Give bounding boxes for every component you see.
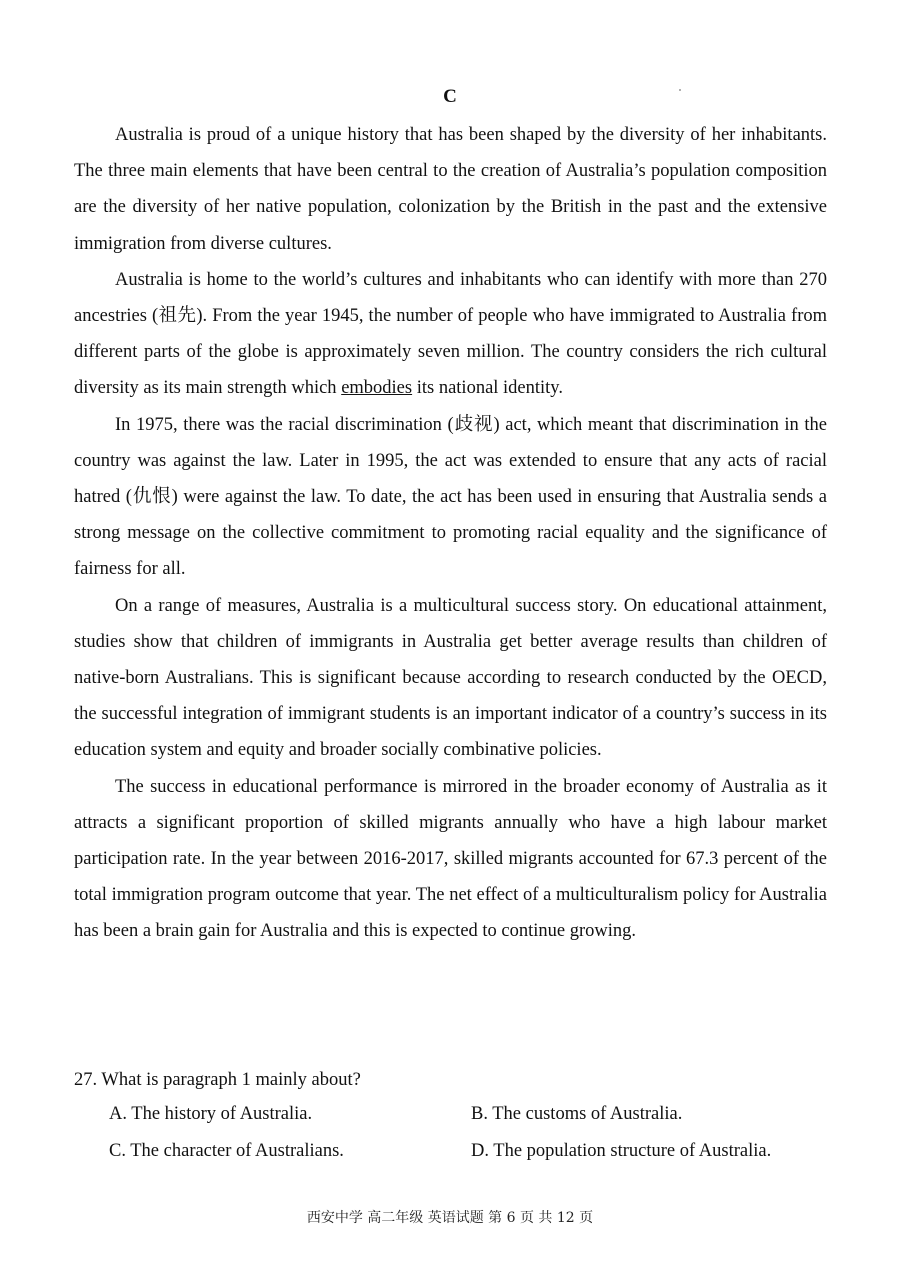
paragraph-2-text-start: Australia is home to the world’s cultures and inhabitants who can identify with more than 270 ancestries (祖先). From the year 1945, the number of people who have immigrated to Australia from different parts of the globe is approximately seven million. The country considers the rich cultural diversity as its main strength which	[74, 269, 827, 399]
underlined-word: embodies	[341, 378, 413, 399]
paragraph-3: In 1975, there was the racial discrimination (歧视) act, which meant that discrimination in the country was against the law. Later in 1995, the act was extended to ensure that any acts of racial hatred (仇恨) were against the law. To date, the act has been used in ensuring that Australia sends a strong message on the collective commitment to promoting racial equality and the significance of fairness for all.	[74, 414, 827, 580]
option-a: A. The history of Australia.	[109, 1104, 313, 1124]
paragraph-2-text-end: its national identity.	[412, 378, 563, 399]
option-d: D. The population structure of Australia.	[471, 1141, 772, 1161]
paragraph-4: On a range of measures, Australia is a multicultural success story. On educational attainment, studies show that children of immigrants in Australia get better average results than children of native-born Australians. This is significant because according to research conducted by the OECD, the successful integration of immigrant students is an important indicator of a country’s success in its education system and equity and broader socially combinative policies.	[74, 595, 827, 761]
option-b: B. The customs of Australia.	[471, 1104, 683, 1124]
answer-options	[109, 1096, 827, 1170]
option-c: C. The character of Australians.	[109, 1141, 344, 1161]
paragraph-5: The success in educational performance is mirrored in the broader economy of Australia as it attracts a significant proportion of skilled migrants annually who have a high labour market participation rate. In the year between 2016-2017, skilled migrants accounted for 67.3 percent of the total immigration program outcome that year. The net effect of a multiculturalism policy for Australia has been a brain gain for Australia and this is expected to continue growing.	[74, 776, 827, 942]
paragraph-2	[74, 262, 827, 407]
section-title: C	[443, 86, 457, 107]
paragraph-1: Australia is proud of a unique history that has been shaped by the diversity of her inhabitants. The three main elements that have been central to the creation of Australia’s population composition are the diversity of her native population, colonization by the British in the past and the extensive immigration from diverse cultures.	[74, 125, 827, 254]
page-footer: 西安中学 高二年级 英语试题 第 6 页 共 12 页	[306, 1210, 594, 1226]
passage	[74, 117, 827, 950]
question-27: 27. What is paragraph 1 mainly about?	[74, 1070, 361, 1090]
